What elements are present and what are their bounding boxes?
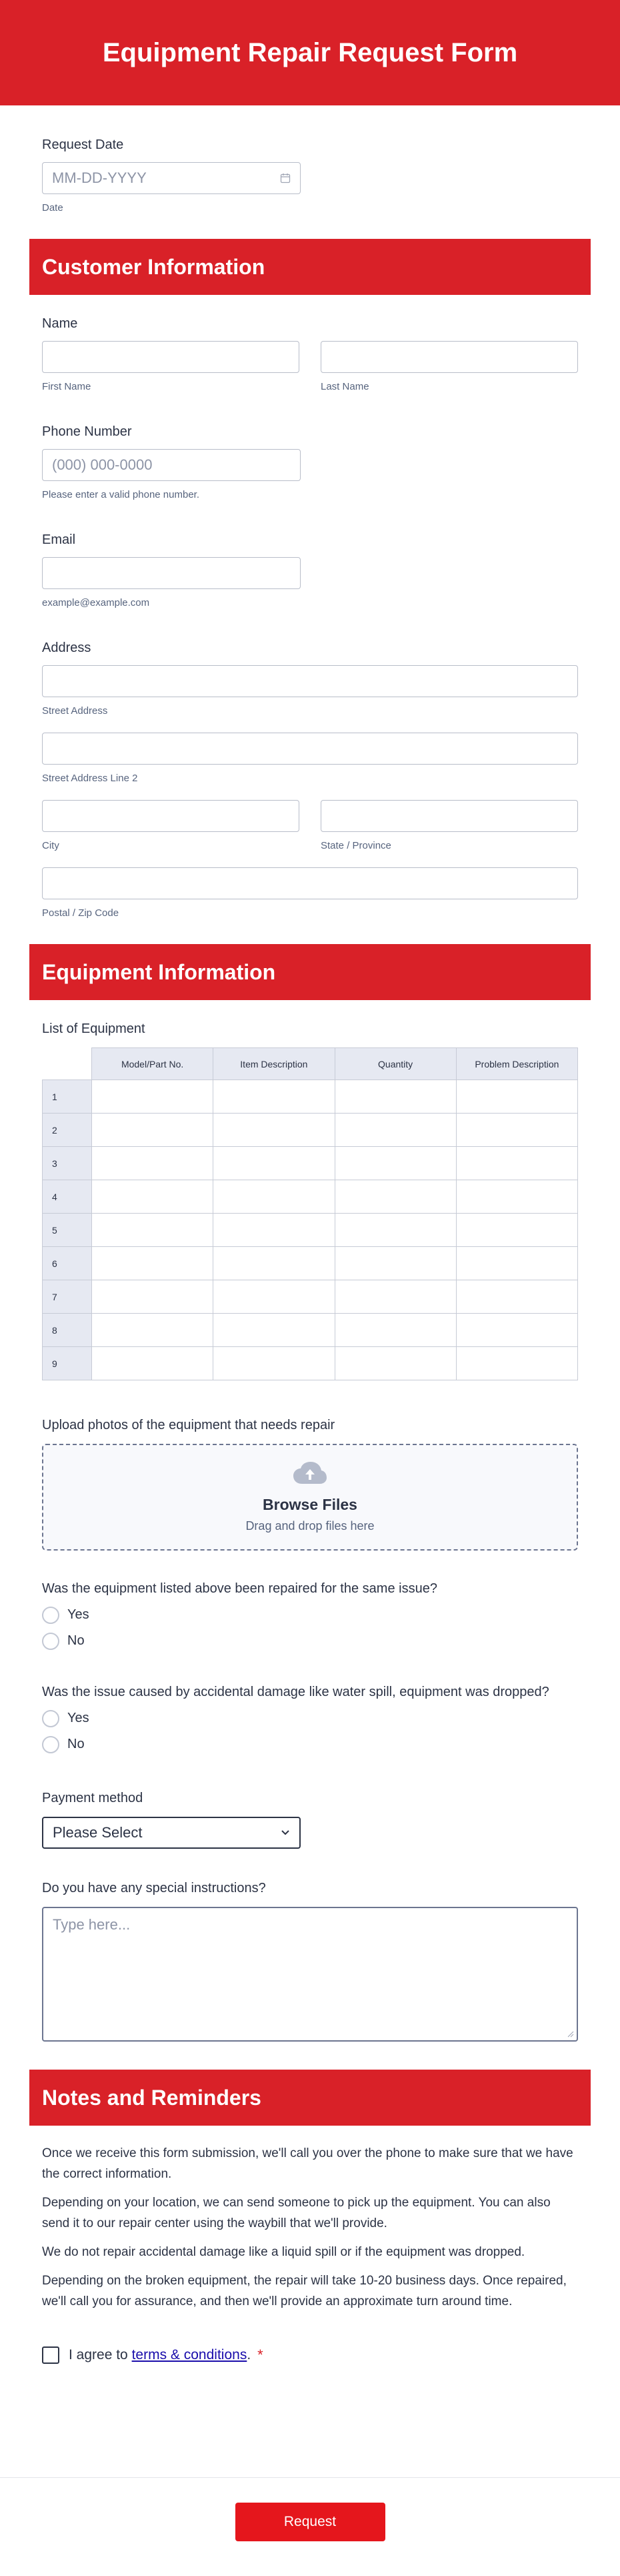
- table-input-cell[interactable]: [92, 1214, 213, 1247]
- column-header: Problem Description: [456, 1048, 577, 1080]
- terms-checkbox[interactable]: [42, 2346, 59, 2364]
- column-header: Quantity: [335, 1048, 456, 1080]
- column-header: Item Description: [213, 1048, 335, 1080]
- request-date-field: [29, 105, 591, 213]
- phone-sublabel: Please enter a valid phone number.: [42, 489, 199, 500]
- table-input-cell[interactable]: [92, 1114, 213, 1147]
- table-input-cell[interactable]: [213, 1080, 335, 1114]
- row-number: 9: [43, 1347, 92, 1380]
- equipment-list-field: [29, 1000, 591, 1380]
- note-paragraph: Once we receive this form submission, we'll call you over the phone to make sure that we have the correct information.: [42, 2146, 573, 2181]
- customer-section-title: Customer Information: [42, 254, 265, 279]
- table-input-cell[interactable]: [92, 1080, 213, 1114]
- table-input-cell[interactable]: [456, 1180, 577, 1214]
- form-header: [0, 0, 620, 105]
- terms-suffix: .: [247, 2347, 251, 2363]
- column-header: Model/Part No.: [92, 1048, 213, 1080]
- phone-label: Phone Number: [42, 424, 132, 439]
- accidental-question-field: [29, 1654, 591, 1757]
- note-paragraph: We do not repair accidental damage like a liquid spill or if the equipment was dropped.: [42, 2245, 525, 2259]
- row-number: 8: [43, 1314, 92, 1347]
- table-input-cell[interactable]: [335, 1147, 456, 1180]
- browse-files-button[interactable]: Browse Files: [263, 1496, 357, 1513]
- upload-hint: Drag and drop files here: [245, 1519, 375, 1533]
- payment-method-label: Payment method: [42, 1791, 143, 1805]
- table-row: [43, 1247, 578, 1280]
- table-input-cell[interactable]: [456, 1314, 577, 1347]
- table-input-cell[interactable]: [213, 1347, 335, 1380]
- postal-code-sublabel: Postal / Zip Code: [42, 907, 119, 919]
- equipment-table: [42, 1047, 578, 1380]
- table-input-cell[interactable]: [335, 1214, 456, 1247]
- table-input-cell[interactable]: [92, 1147, 213, 1180]
- row-number: 3: [43, 1147, 92, 1180]
- required-mark: *: [257, 2346, 263, 2363]
- table-row: [43, 1314, 578, 1347]
- street-address-2-sublabel: Street Address Line 2: [42, 773, 138, 784]
- radio-label: No: [67, 1633, 85, 1648]
- email-input[interactable]: [42, 557, 301, 589]
- row-number: 5: [43, 1214, 92, 1247]
- form-title: Equipment Repair Request Form: [102, 37, 518, 67]
- equipment-section-title: Equipment Information: [42, 959, 276, 984]
- special-instructions-placeholder: Type here...: [53, 1916, 131, 1933]
- note-paragraph: Depending on the broken equipment, the repair will take 10-20 business days. Once repaired, we'll call you for assurance, and then we'll provide an approximate turn around time.: [42, 2274, 567, 2308]
- radio-label: Yes: [67, 1711, 89, 1725]
- table-input-cell[interactable]: [335, 1314, 456, 1347]
- state-sublabel: State / Province: [321, 840, 391, 851]
- radio-label: Yes: [67, 1607, 89, 1622]
- table-input-cell[interactable]: [213, 1280, 335, 1314]
- last-name-input[interactable]: [321, 341, 578, 373]
- street-address-2-input[interactable]: [42, 733, 578, 765]
- payment-method-value: Please Select: [53, 1824, 143, 1841]
- postal-code-input[interactable]: [42, 867, 578, 899]
- table-input-cell[interactable]: [456, 1114, 577, 1147]
- address-label: Address: [42, 640, 91, 655]
- street-address-input[interactable]: [42, 665, 578, 697]
- table-input-cell[interactable]: [456, 1247, 577, 1280]
- table-input-cell[interactable]: [92, 1180, 213, 1214]
- table-corner-cell: [43, 1048, 92, 1080]
- first-name-input[interactable]: [42, 341, 299, 373]
- repaired-no-option[interactable]: [42, 1628, 578, 1654]
- accidental-yes-option[interactable]: [42, 1705, 578, 1731]
- special-instructions-field: [29, 1849, 591, 2042]
- payment-method-field: [29, 1757, 591, 1849]
- repaired-yes-option[interactable]: [42, 1602, 578, 1628]
- row-number: 7: [43, 1280, 92, 1314]
- equipment-list-label: List of Equipment: [42, 1021, 145, 1036]
- table-input-cell[interactable]: [213, 1214, 335, 1247]
- phone-placeholder: (000) 000-0000: [52, 456, 153, 473]
- radio-button[interactable]: [42, 1736, 59, 1753]
- table-row: [43, 1080, 578, 1114]
- table-row: [43, 1180, 578, 1214]
- name-field: [29, 295, 591, 392]
- request-date-label: Request Date: [42, 137, 124, 152]
- address-field: [29, 608, 591, 919]
- table-input-cell[interactable]: [92, 1247, 213, 1280]
- row-number: 1: [43, 1080, 92, 1114]
- table-row: [43, 1114, 578, 1147]
- table-input-cell[interactable]: [335, 1280, 456, 1314]
- email-sublabel: example@example.com: [42, 597, 150, 608]
- row-number: 2: [43, 1114, 92, 1147]
- equipment-table-header: [43, 1048, 578, 1080]
- repaired-question-label: Was the equipment listed above been repaired for the same issue?: [42, 1581, 437, 1596]
- city-input[interactable]: [42, 800, 299, 832]
- cloud-upload-icon: [293, 1461, 327, 1485]
- street-address-sublabel: Street Address: [42, 705, 108, 717]
- table-row: [43, 1280, 578, 1314]
- table-input-cell[interactable]: [335, 1180, 456, 1214]
- table-input-cell[interactable]: [92, 1280, 213, 1314]
- table-input-cell[interactable]: [456, 1147, 577, 1180]
- first-name-sublabel: First Name: [42, 381, 91, 392]
- table-input-cell[interactable]: [456, 1214, 577, 1247]
- table-input-cell[interactable]: [456, 1347, 577, 1380]
- form-footer: [0, 2477, 620, 2576]
- radio-button[interactable]: [42, 1607, 59, 1624]
- resize-handle-icon[interactable]: [567, 2031, 574, 2038]
- table-input-cell[interactable]: [335, 1347, 456, 1380]
- radio-label: No: [67, 1737, 85, 1751]
- notes-section-header: [29, 2070, 591, 2126]
- terms-agreement: [42, 2346, 578, 2364]
- request-date-placeholder: MM-DD-YYYY: [52, 169, 147, 186]
- table-row: [43, 1147, 578, 1180]
- agreement-field: [29, 2320, 591, 2364]
- terms-link[interactable]: terms & conditions: [131, 2347, 247, 2363]
- row-number: 6: [43, 1247, 92, 1280]
- special-instructions-label: Do you have any special instructions?: [42, 1881, 266, 1895]
- row-number: 4: [43, 1180, 92, 1214]
- email-label: Email: [42, 532, 76, 547]
- table-input-cell[interactable]: [213, 1314, 335, 1347]
- table-row: [43, 1347, 578, 1380]
- terms-prefix: I agree to: [69, 2347, 128, 2363]
- request-date-sublabel: Date: [42, 202, 63, 213]
- last-name-sublabel: Last Name: [321, 381, 369, 392]
- customer-section-header: [29, 239, 591, 295]
- table-input-cell[interactable]: [92, 1314, 213, 1347]
- table-input-cell[interactable]: [213, 1247, 335, 1280]
- equipment-table-body: [43, 1080, 578, 1380]
- phone-input[interactable]: [42, 449, 301, 481]
- radio-button[interactable]: [42, 1710, 59, 1727]
- name-label: Name: [42, 316, 78, 331]
- chevron-down-icon: [281, 1829, 290, 1836]
- upload-label: Upload photos of the equipment that needs repair: [42, 1418, 335, 1432]
- upload-field: [29, 1380, 591, 1551]
- table-input-cell[interactable]: [213, 1180, 335, 1214]
- table-input-cell[interactable]: [92, 1347, 213, 1380]
- submit-request-button[interactable]: Request: [235, 2503, 385, 2541]
- phone-field: [29, 392, 591, 500]
- special-instructions-textarea[interactable]: [42, 1907, 578, 2042]
- file-upload-dropzone[interactable]: [42, 1444, 578, 1551]
- notes-section-title: Notes and Reminders: [42, 2085, 261, 2110]
- note-paragraph: Depending on your location, we can send someone to pick up the equipment. You can also send it to our repair center using the waybill that we'll provide.: [42, 2196, 551, 2230]
- repaired-question-field: [29, 1551, 591, 1654]
- email-field: [29, 500, 591, 608]
- request-date-input[interactable]: [42, 162, 301, 194]
- state-input[interactable]: [321, 800, 578, 832]
- table-input-cell[interactable]: [335, 1114, 456, 1147]
- table-input-cell[interactable]: [213, 1147, 335, 1180]
- payment-method-select[interactable]: [42, 1817, 301, 1849]
- equipment-section-header: [29, 944, 591, 1000]
- table-input-cell[interactable]: [456, 1280, 577, 1314]
- notes-body: [29, 2126, 591, 2312]
- city-sublabel: City: [42, 840, 59, 851]
- table-input-cell[interactable]: [213, 1114, 335, 1147]
- table-input-cell[interactable]: [335, 1080, 456, 1114]
- calendar-icon[interactable]: [280, 173, 291, 183]
- accidental-question-label: Was the issue caused by accidental damage like water spill, equipment was dropped?: [42, 1685, 549, 1699]
- accidental-no-option[interactable]: [42, 1731, 578, 1757]
- table-row: [43, 1214, 578, 1247]
- form-content: [0, 105, 620, 2364]
- table-input-cell[interactable]: [456, 1080, 577, 1114]
- table-input-cell[interactable]: [335, 1247, 456, 1280]
- radio-button[interactable]: [42, 1633, 59, 1650]
